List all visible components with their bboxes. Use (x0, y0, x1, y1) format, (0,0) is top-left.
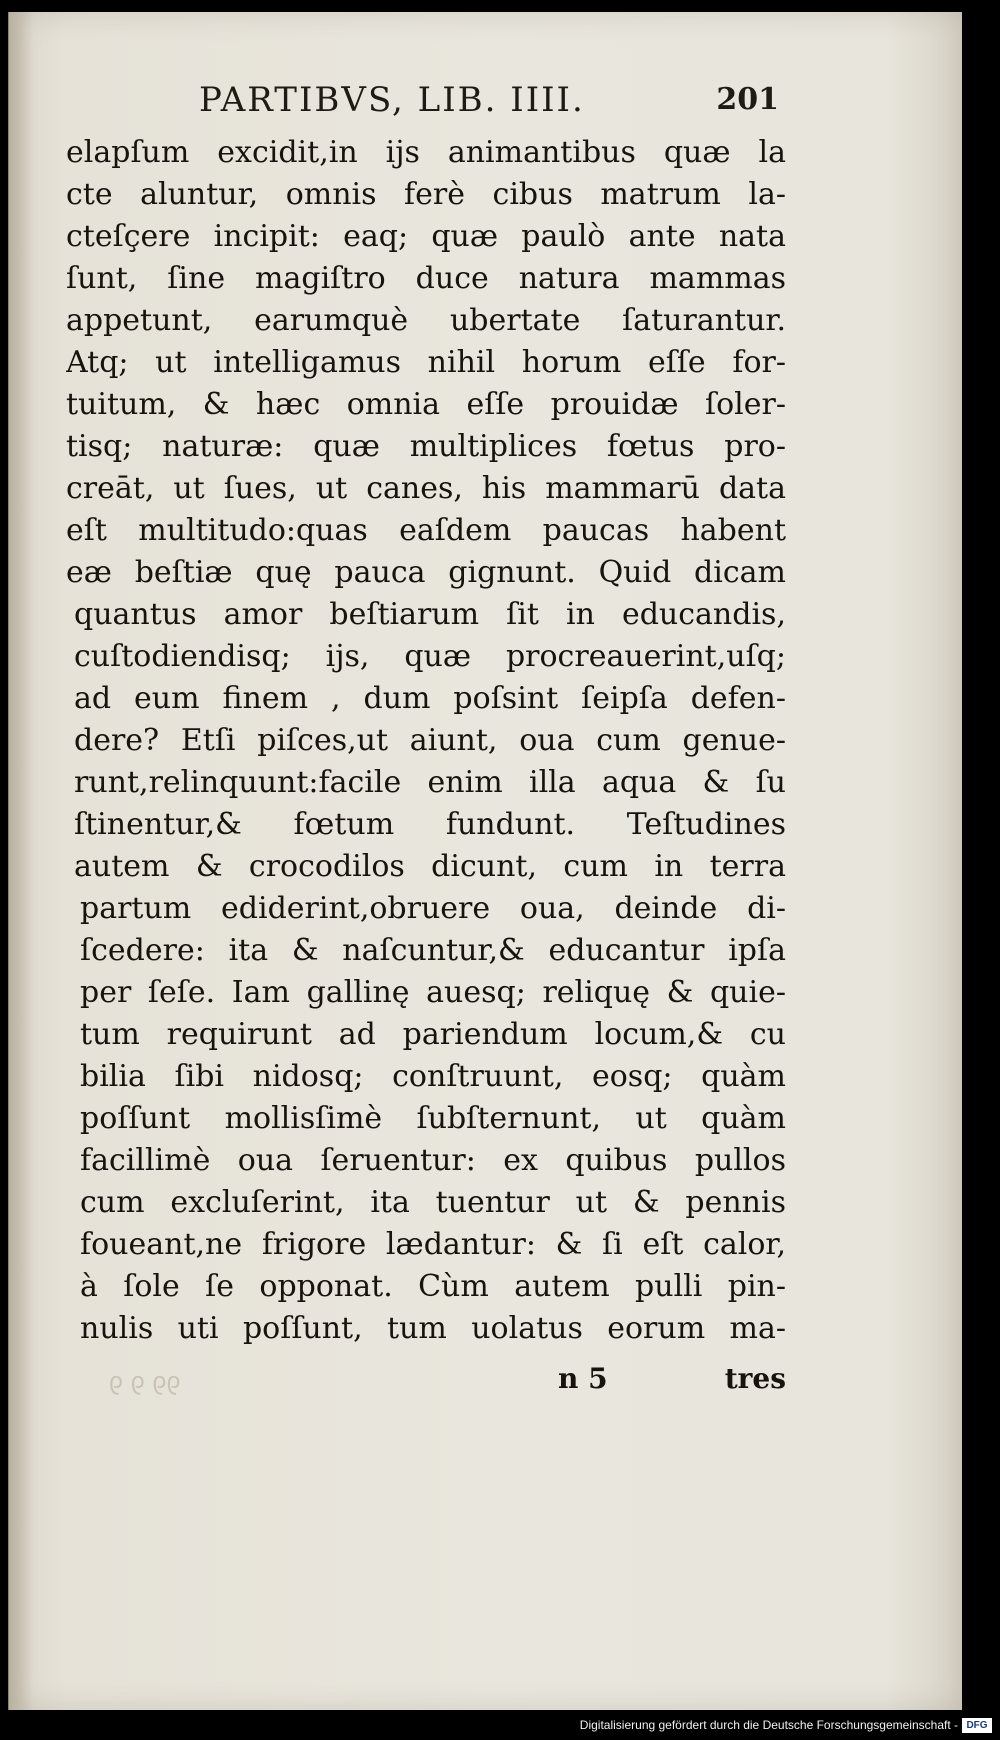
text-line: à ſole ſe opponat. Cùm autem pulli pin- (80, 1269, 786, 1304)
text-line: bilia ſibi nidosq; conſtruunt, eosq; quàm (80, 1059, 786, 1094)
text-block (66, 132, 786, 1350)
text-line: cte aluntur, omnis ferè cibus matrum la- (66, 177, 786, 212)
text-line: ſcedere: ita & naſcuntur,& educantur ipſa (80, 933, 786, 968)
text-line: dere? Etſi piſces,ut aiunt, oua cum genue- (74, 723, 786, 758)
text-line: eæ beſtiæ quę pauca gignunt. Quid dicam (66, 555, 786, 590)
catchword: tres (724, 1362, 786, 1395)
book-page (8, 12, 962, 1710)
text-line: tum requirunt ad pariendum locum,& cu (80, 1017, 786, 1052)
show-through-ink: ꝯꝯ ꝯ ꝯ (109, 1367, 181, 1395)
running-head: PARTIBVS, LIB. IIII. (199, 80, 585, 120)
text-line: cuſtodiendisq; ijs, quæ procreauerint,uſq; (74, 639, 786, 674)
text-line: nulis uti poſſunt, tum uolatus eorum ma- (80, 1311, 786, 1346)
text-line: eſt multitudo:quas eaſdem paucas habent (66, 513, 786, 548)
text-line: autem & crocodilos dicunt, cum in terra (74, 849, 786, 884)
text-line: poſſunt mollisſimè ſubſternunt, ut quàm (80, 1101, 786, 1136)
funding-credit: Digitalisierung gefördert durch die Deutsche Forschungsgemeinschaft - (579, 1718, 958, 1732)
signature-mark: n 5 (558, 1362, 608, 1395)
text-line: partum ediderint,obruere oua, deinde di- (80, 891, 786, 926)
text-line: tisq; naturæ: quæ multiplices fœtus pro- (66, 429, 786, 464)
text-line: runt,relinquunt:facile enim illa aqua & ſu (74, 765, 786, 800)
dfg-logo-icon: DFG (962, 1718, 992, 1733)
text-line: foueant,ne frigore lædantur: & ſi eſt calor, (80, 1227, 786, 1262)
text-line: cum excluſerint, ita tuentur ut & pennis (80, 1185, 786, 1220)
text-line: creāt, ut ſues, ut canes, his mammarū data (66, 471, 786, 506)
text-line: cteſçere incipit: eaq; quæ paulò ante nata (66, 219, 786, 254)
text-line: tuitum, & hæc omnia eſſe prouidæ ſoler- (66, 387, 786, 422)
text-line: Atq; ut intelligamus nihil horum eſſe for- (66, 345, 786, 380)
text-line: quantus amor beſtiarum ſit in educandis, (74, 597, 786, 632)
text-line: ſtinentur,& fœtum fundunt. Teſtudines (74, 807, 786, 842)
page-number: 201 (716, 82, 779, 117)
text-line: ſunt, ſine magiſtro duce natura mammas (66, 261, 786, 296)
digitization-footer (0, 1712, 1000, 1740)
page-header (199, 72, 779, 124)
page-gutter-shadow (9, 12, 33, 1710)
text-line: facillimè oua ſeruentur: ex quibus pullos (80, 1143, 786, 1178)
text-line: ad eum finem , dum poſsint ſeipſa defen- (74, 681, 786, 716)
text-line: per ſeſe. Iam gallinę auesq; reliquę & quie- (80, 975, 786, 1010)
text-line: appetunt, earumquè ubertate ſaturantur. (66, 303, 786, 338)
text-line: elapſum excidit,in ijs animantibus quæ la (66, 135, 786, 170)
